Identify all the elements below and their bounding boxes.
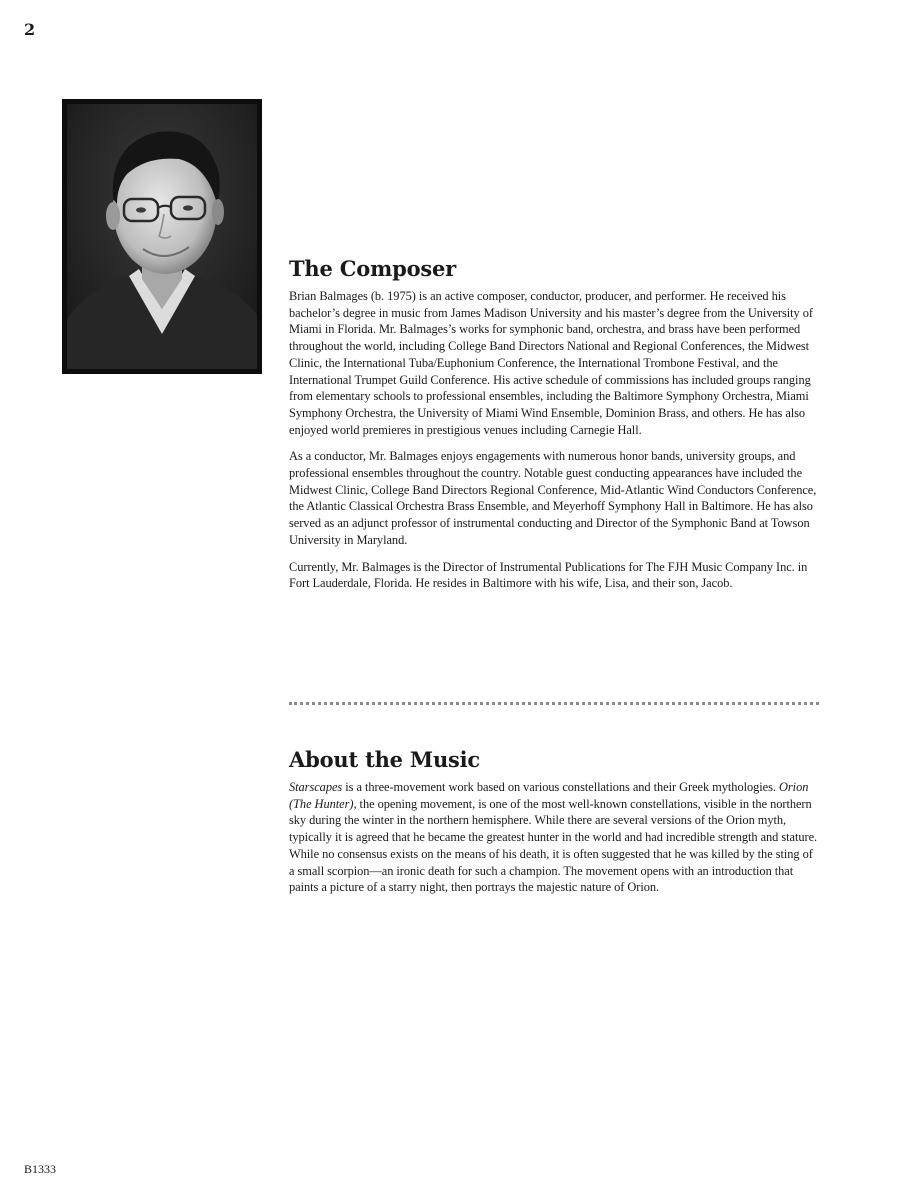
music-text-1: is a three-movement work based on various constellations and their Greek mythologies. (342, 780, 779, 794)
composer-photo (62, 99, 262, 374)
work-title: Starscapes (289, 780, 343, 794)
music-paragraph (289, 779, 819, 896)
music-section (289, 747, 819, 906)
dotted-separator (289, 702, 819, 705)
composer-paragraph-3: Currently, Mr. Balmages is the Director of Instrumental Publications for The FJH Music Company Inc. in Fort Lauderdale, Florida. He resides in Baltimore with his wife, Lisa, and their son, Jacob. (289, 559, 808, 591)
catalog-code: B1333 (24, 1162, 57, 1176)
composer-section (289, 256, 819, 602)
composer-paragraph-2: As a conductor, Mr. Balmages enjoys engagements with numerous honor bands, university groups, and professional ensembles throughout the country. Notable guest conducting appearances have included the Midwest Clinic, College Band Directors Regional Conference, Mid-Atlantic Wind Conductors Conference, the Atlantic Classical Orchestra Brass Ensemble, and Meyerhoff Symphony Hall in Baltimore. He has also served as an adjunct professor of instrumental conducting and Director of the Symphonic Band at Towson University in Maryland. (289, 449, 817, 547)
portrait-image (67, 104, 257, 369)
music-heading: About the Music (289, 747, 481, 772)
music-text-2: , the opening movement, is one of the most well-known constellations, visible in the northern sky during the winter in the northern hemisphere. While there are several versions of the Orion myth, typically it is agreed that he became the greatest hunter in the world and had incredible strength and stature. While no consensus exists on the means of his death, it is often suggested that he was killed by the sting of a small scorpion—an ironic death for such a champion. The movement opens with an introduction that paints a picture of a starry night, then portrays the majestic nature of Orion. (289, 796, 818, 895)
composer-paragraph-1: Brian Balmages (b. 1975) is an active composer, conductor, producer, and performer. He received his bachelor’s degree in music from James Madison University and his master’s degree from the University of Miami in Florida. Mr. Balmages’s works for symphonic band, orchestra, and brass have been performed throughout the world, including College Band Directors National and Regional Conferences, the Midwest Clinic, the International Tuba/Euphonium Conference, the International Trombone Festival, and the International Trumpet Guild Conference. His active schedule of commissions has included groups ranging from elementary schools to professional ensembles, including the Baltimore Symphony Orchestra, Miami Symphony Orchestra, the University of Miami Wind Ensemble, Dominion Brass, and others. He has also enjoyed world premieres in prestigious venues including Carnegie Hall. (289, 289, 813, 437)
composer-heading: The Composer (289, 256, 457, 281)
page-number: 2 (24, 20, 36, 39)
movement-title: Orion (The Hunter) (289, 780, 809, 811)
